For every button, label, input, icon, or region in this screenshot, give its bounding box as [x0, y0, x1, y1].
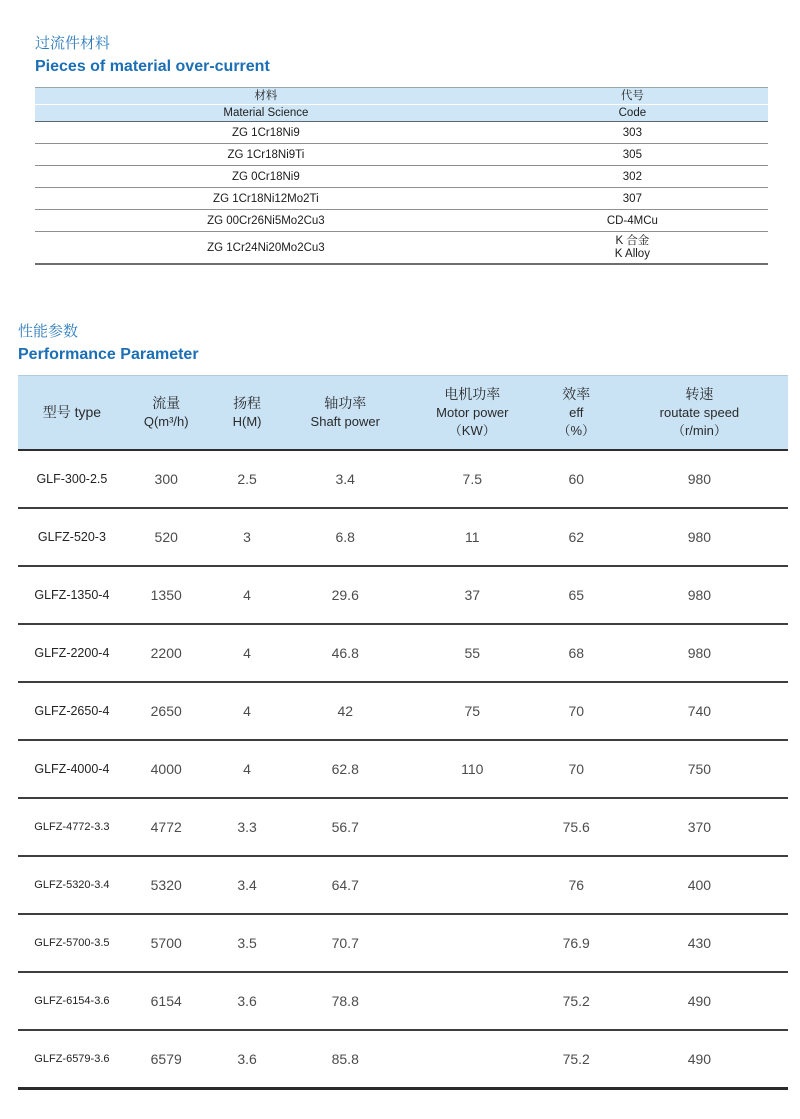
performance-row — [18, 799, 788, 857]
material-table-row — [35, 232, 768, 265]
code-cell: 302 — [622, 170, 642, 183]
header-cell-flow — [126, 376, 207, 449]
head-cell: 2.5 — [237, 471, 257, 487]
head-cell: 3 — [243, 529, 251, 545]
material-table-row — [35, 210, 768, 232]
eff-cell: 68 — [568, 645, 585, 661]
performance-section-header — [18, 321, 199, 366]
performance-row — [18, 683, 788, 741]
eff-cell: 65 — [568, 587, 585, 603]
flow-cell: 2200 — [150, 645, 182, 661]
shaft-power-cell: 29.6 — [331, 587, 359, 603]
header-model-line1: 型号 type — [42, 404, 102, 420]
material-table-row — [35, 188, 768, 210]
eff-cell: 76 — [568, 877, 585, 893]
flow-cell: 6154 — [150, 993, 182, 1009]
material-header-material-en: Material Science — [223, 107, 309, 119]
header-head-unit: H(M) — [232, 414, 262, 429]
header-cell-shaft-power — [287, 376, 403, 449]
motor-power-cell: 55 — [464, 645, 481, 661]
header-speed-unit: （r/min） — [671, 423, 727, 438]
flow-cell: 5320 — [150, 877, 182, 893]
material-cell: ZG 1Cr18Ni9Ti — [227, 148, 305, 161]
performance-row — [18, 451, 788, 509]
model-cell: GLFZ-2650-4 — [34, 704, 110, 718]
material-table-row — [35, 122, 768, 144]
performance-row — [18, 567, 788, 625]
header-motor-en: Motor power — [436, 405, 509, 420]
flow-cell: 520 — [154, 529, 178, 545]
motor-power-cell: 7.5 — [462, 471, 483, 487]
header-eff-en: eff — [569, 405, 584, 420]
performance-row — [18, 509, 788, 567]
flow-cell: 1350 — [150, 587, 182, 603]
shaft-power-cell: 70.7 — [331, 935, 359, 951]
flow-cell: 4000 — [150, 761, 182, 777]
material-section-title-zh: 过流件材料 — [35, 35, 111, 52]
flow-cell: 300 — [154, 471, 178, 487]
flow-cell: 6579 — [150, 1051, 182, 1067]
flow-cell: 2650 — [150, 703, 182, 719]
motor-power-cell: 37 — [464, 587, 481, 603]
speed-cell: 370 — [687, 819, 712, 835]
shaft-power-cell: 64.7 — [331, 877, 359, 893]
material-table — [35, 87, 768, 265]
head-cell: 4 — [243, 761, 251, 777]
header-head-zh: 扬程 — [233, 395, 262, 411]
motor-power-cell: 75 — [464, 703, 481, 719]
performance-row — [18, 741, 788, 799]
header-shaft-en: Shaft power — [310, 414, 380, 429]
shaft-power-cell: 42 — [337, 703, 354, 719]
head-cell: 3.4 — [237, 877, 257, 893]
head-cell: 4 — [243, 587, 251, 603]
motor-power-cell: 11 — [465, 529, 480, 545]
header-cell-eff — [542, 376, 611, 449]
shaft-power-cell: 46.8 — [331, 645, 359, 661]
speed-cell: 980 — [687, 645, 712, 661]
header-cell-speed — [611, 376, 788, 449]
shaft-power-cell: 6.8 — [335, 529, 355, 545]
speed-cell: 980 — [687, 587, 712, 603]
model-cell: GLFZ-6579-3.6 — [34, 1053, 110, 1065]
header-cell-model — [18, 376, 126, 449]
model-cell: GLFZ-4000-4 — [34, 762, 110, 776]
model-cell: GLFZ-2200-4 — [34, 646, 110, 660]
speed-cell: 740 — [687, 703, 712, 719]
eff-cell: 75.2 — [562, 993, 590, 1009]
performance-table-header — [18, 375, 788, 451]
shaft-power-cell: 3.4 — [335, 471, 355, 487]
code-cell — [497, 232, 768, 263]
head-cell: 4 — [243, 703, 251, 719]
model-cell: GLFZ-5320-3.4 — [34, 879, 110, 891]
header-flow-zh: 流量 — [152, 395, 181, 411]
model-cell: GLFZ-5700-3.5 — [34, 937, 110, 949]
eff-cell: 75.2 — [562, 1051, 590, 1067]
material-table-row — [35, 166, 768, 188]
material-section-header — [35, 33, 270, 78]
code-cell: CD-4MCu — [606, 214, 658, 227]
material-table-row — [35, 144, 768, 166]
material-table-header — [35, 88, 768, 122]
head-cell: 3.5 — [237, 935, 257, 951]
flow-cell: 5700 — [150, 935, 182, 951]
model-cell: GLFZ-6154-3.6 — [34, 995, 110, 1007]
code-cell: 303 — [622, 126, 642, 139]
shaft-power-cell: 85.8 — [331, 1051, 359, 1067]
speed-cell: 490 — [687, 993, 712, 1009]
header-eff-zh: 效率 — [562, 386, 591, 402]
eff-cell: 70 — [568, 761, 585, 777]
head-cell: 3.3 — [237, 819, 257, 835]
motor-power-cell: 110 — [461, 761, 484, 777]
performance-row — [18, 973, 788, 1031]
material-section-title-en: Pieces of material over-current — [35, 58, 270, 75]
eff-cell: 76.9 — [562, 935, 590, 951]
material-header-row-zh — [35, 88, 768, 105]
model-cell: GLFZ-1350-4 — [34, 588, 110, 602]
speed-cell: 490 — [687, 1051, 712, 1067]
material-cell: ZG 1Cr18Ni12Mo2Ti — [213, 192, 319, 205]
header-eff-unit: （%） — [557, 423, 595, 438]
performance-section-title-zh: 性能参数 — [18, 323, 79, 340]
speed-cell: 430 — [687, 935, 712, 951]
material-cell: ZG 0Cr18Ni9 — [232, 170, 300, 183]
speed-cell: 980 — [687, 471, 712, 487]
head-cell: 4 — [243, 645, 251, 661]
code-cell: 307 — [622, 192, 642, 205]
performance-row — [18, 625, 788, 683]
performance-row — [18, 1031, 788, 1090]
shaft-power-cell: 78.8 — [331, 993, 359, 1009]
model-cell: GLFZ-520-3 — [37, 530, 106, 544]
model-cell: GLFZ-4772-3.3 — [34, 821, 110, 833]
flow-cell: 4772 — [150, 819, 182, 835]
shaft-power-cell: 62.8 — [331, 761, 359, 777]
performance-row — [18, 857, 788, 915]
header-flow-unit: Q(m³/h) — [143, 414, 189, 429]
speed-cell: 400 — [687, 877, 712, 893]
material-cell: ZG 1Cr24Ni20Mo2Cu3 — [207, 241, 325, 254]
speed-cell: 750 — [687, 761, 712, 777]
material-header-code-en: Code — [618, 107, 647, 119]
material-header-material-zh: 材料 — [254, 90, 278, 102]
material-cell: ZG 1Cr18Ni9 — [232, 126, 300, 139]
header-speed-en: routate speed — [659, 405, 740, 420]
eff-cell: 62 — [568, 529, 585, 545]
code-line-en: K Alloy — [614, 247, 650, 260]
code-cell: 305 — [622, 148, 642, 161]
material-cell: ZG 00Cr26Ni5Mo2Cu3 — [207, 214, 325, 227]
code-line-zh: K 合金 — [615, 234, 650, 247]
eff-cell: 75.6 — [562, 819, 590, 835]
header-motor-zh: 电机功率 — [444, 386, 501, 402]
eff-cell: 60 — [568, 471, 585, 487]
head-cell: 3.6 — [237, 1051, 257, 1067]
shaft-power-cell: 56.7 — [331, 819, 359, 835]
performance-section-title-en: Performance Parameter — [18, 346, 199, 363]
header-motor-unit: （KW） — [448, 423, 496, 438]
model-cell: GLF-300-2.5 — [36, 472, 108, 486]
material-header-code-zh: 代号 — [620, 90, 644, 102]
performance-row — [18, 915, 788, 973]
speed-cell: 980 — [687, 529, 712, 545]
performance-table — [18, 375, 788, 1090]
head-cell: 3.6 — [237, 993, 257, 1009]
header-shaft-zh: 轴功率 — [324, 395, 367, 411]
eff-cell: 70 — [568, 703, 585, 719]
header-speed-zh: 转速 — [685, 386, 714, 402]
header-cell-head — [207, 376, 288, 449]
header-cell-motor-power — [403, 376, 542, 449]
material-header-row-en — [35, 105, 768, 121]
